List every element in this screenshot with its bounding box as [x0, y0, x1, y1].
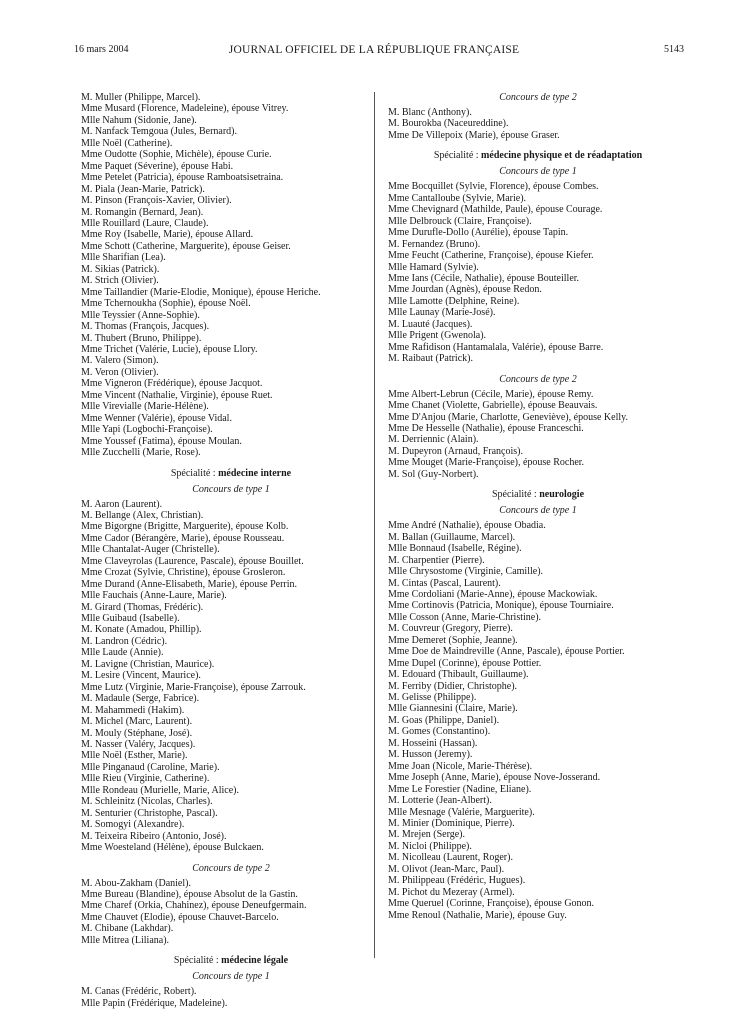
list-item: M. Olivot (Jean-Marc, Paul). [388, 863, 505, 875]
list-item: M. Minier (Dominique, Pierre). [388, 818, 515, 830]
list-item: Mme Youssef (Fatima), épouse Moulan. [81, 435, 242, 447]
right-column [388, 92, 688, 921]
specialty-label: Spécialité : [173, 955, 222, 967]
list-item: Mme Mouget (Marie-Françoise), épouse Rocher. [388, 457, 585, 469]
list-item: Mme Claveyrolas (Laurence, Pascale), épouse Bouillet. [81, 555, 304, 567]
list-item: Mme Bigorgne (Brigitte, Marguerite), épouse Kolb. [81, 521, 289, 533]
list-item: Mme Cantalloube (Sylvie, Marie). [388, 192, 527, 204]
list-item: Mlle Delbrouck (Claire, Françoise). [388, 215, 532, 227]
list-item: Mme Chevignard (Mathilde, Paule), épouse Courage. [388, 204, 603, 216]
list-item: Mme Chauvet (Elodie), épouse Chauvet-Barcelo. [81, 911, 279, 923]
list-item: Mme Oudotte (Sophie, Michèle), épouse Curie. [81, 149, 272, 161]
competition-type-heading: Concours de type 1 [499, 505, 577, 517]
list-item: Mlle Lamotte (Delphine, Reine). [388, 295, 520, 307]
list-item: Mme André (Nathalie), épouse Obadia. [388, 520, 546, 532]
list-item: M. Lesire (Vincent, Maurice). [81, 670, 201, 682]
list-item: M. Gelisse (Philippe). [388, 692, 477, 704]
list-item: M. Nicolleau (Laurent, Roger). [388, 852, 513, 864]
header-date: 16 mars 2004 [74, 44, 129, 55]
list-item: Mme Musard (Florence, Madeleine), épouse Vitrey. [81, 103, 289, 115]
list-item: M. Strich (Olivier). [81, 275, 159, 287]
list-item: M. Ferriby (Didier, Christophe). [388, 680, 518, 692]
competition-type-heading: Concours de type 2 [499, 92, 577, 103]
list-item: Mlle Prigent (Gwenola). [388, 330, 487, 342]
journal-title: JOURNAL OFFICIEL DE LA RÉPUBLIQUE FRANÇAISE [228, 44, 520, 56]
list-item: Mme Crozat (Sylvie, Christine), épouse Grosleron. [81, 567, 286, 579]
list-item: Mlle Nahum (Sidonie, Jane). [81, 114, 197, 126]
specialty-heading [388, 150, 688, 162]
list-item: M. Teixeira Ribeiro (Antonio, José). [81, 830, 227, 842]
list-item: Mme Bocquillet (Sylvie, Florence), épouse Combes. [388, 181, 599, 193]
competition-type-heading: Concours de type 2 [499, 373, 577, 385]
list-item: M. Goas (Philippe, Daniel). [388, 714, 500, 726]
list-item: Mme Tchernoukha (Sophie), épouse Noël. [81, 298, 251, 310]
list-item: Mme Le Forestier (Nadine, Eliane). [388, 783, 532, 795]
list-item: Mlle Pinganaud (Caroline, Marie). [81, 761, 220, 773]
list-item: Mlle Mesnage (Valérie, Marguerite). [388, 806, 535, 818]
competition-type-heading: Concours de type 1 [192, 483, 270, 495]
list-item: M. Veron (Olivier). [81, 366, 159, 378]
list-item: Mme Durufle-Dollo (Aurélie), épouse Tapin. [388, 227, 569, 239]
list-item: Mlle Cosson (Anne, Marie-Christine). [388, 611, 542, 623]
list-item: M. Thubert (Bruno, Philippe). [81, 332, 202, 344]
list-item: Mme D'Anjou (Marie, Charlotte, Geneviève), épouse Kelly. [388, 411, 628, 423]
list-item: M. Fernandez (Bruno). [388, 238, 481, 250]
list-item: Mlle Guibaud (Isabelle). [81, 613, 180, 625]
list-item: Mme Joan (Nicole, Marie-Thérèse). [388, 760, 533, 772]
list-item: Mme Trichet (Valérie, Lucie), épouse Llory. [81, 343, 258, 355]
list-item: M. Landron (Cédric). [81, 635, 168, 647]
list-item: Mme Bureau (Blandine), épouse Absolut de la Gastin. [81, 889, 298, 900]
list-item: Mlle Noël (Esther, Marie). [81, 750, 188, 762]
specialty-name: médecine interne [218, 467, 292, 479]
list-item: M. Luauté (Jacques). [388, 318, 473, 330]
list-item: Mme Schott (Catherine, Marguerite), épouse Geiser. [81, 240, 291, 252]
list-item: Mme De Hesselle (Nathalie), épouse Franceschi. [388, 422, 584, 434]
competition-type-heading: Concours de type 1 [192, 971, 270, 983]
list-item: M. Mouly (Stéphane, José). [81, 727, 193, 739]
list-item: Mme Chanet (Violette, Gabrielle), épouse Beauvais. [388, 400, 598, 412]
list-item: Mme Rafidison (Hantamalala, Valérie), épouse Barre. [388, 341, 604, 353]
list-item: M. Husson (Jeremy). [388, 749, 473, 761]
list-item: Mme Jourdan (Agnès), épouse Redon. [388, 284, 542, 296]
list-item: Mlle Rouillard (Laure, Claude). [81, 217, 209, 229]
list-item: Mme Cordoliani (Marie-Anne), épouse Mackowiak. [388, 588, 598, 600]
list-item: Mlle Teyssier (Anne-Sophie). [81, 309, 200, 321]
list-item: Mlle Mitrea (Liliana). [81, 934, 170, 946]
list-item: Mlle Bonnaud (Isabelle, Régine). [388, 543, 522, 555]
list-item: Mme Vigneron (Frédérique), épouse Jacquot. [81, 378, 263, 390]
list-item: M. Philippeau (Frédéric, Hugues). [388, 875, 526, 887]
list-item: Mme Petelet (Patricia), épouse Ramboatsisetraina. [81, 172, 284, 184]
list-item: Mme Charef (Orkia, Chahinez), épouse Deneufgermain. [81, 900, 307, 912]
list-item: Mlle Sharifian (Lea). [81, 252, 166, 264]
list-item: M. Derriennic (Alain). [388, 434, 479, 446]
list-item: Mlle Chantalat-Auger (Christelle). [81, 544, 220, 556]
list-item: Mlle Chrysostome (Virginie, Camille). [388, 566, 544, 578]
list-item: M. Blanc (Anthony). [388, 107, 472, 118]
specialty-name: médecine légale [221, 955, 289, 967]
list-item: M. Sol (Guy-Norbert). [388, 468, 479, 480]
list-item: M. Cintas (Pascal, Laurent). [388, 577, 501, 589]
list-item: Mme De Villepoix (Marie), épouse Graser. [388, 129, 560, 141]
specialty-label: Spécialité : [491, 489, 540, 501]
list-item: Mme Roy (Isabelle, Marie), épouse Allard. [81, 229, 254, 241]
list-item: Mlle Launay (Marie-José). [388, 307, 496, 319]
list-item: Mme Paquet (Séverine), épouse Habi. [81, 160, 234, 172]
list-item: M. Lotterie (Jean-Albert). [388, 795, 492, 807]
competition-type-heading: Concours de type 1 [499, 166, 577, 178]
left-column [81, 92, 381, 1009]
list-item: M. Senturier (Christophe, Pascal). [81, 807, 218, 819]
page-number: 5143 [664, 44, 684, 55]
specialty-heading [81, 955, 381, 967]
list-item: Mme Woesteland (Hélène), épouse Bulckaen. [81, 842, 264, 854]
list-item: Mme Feucht (Catherine, Françoise), épouse Kiefer. [388, 250, 594, 262]
list-item: M. Raibaut (Patrick). [388, 353, 473, 365]
list-item: M. Mrejen (Serge). [388, 829, 466, 841]
column-divider [374, 92, 375, 958]
list-item: M. Konate (Amadou, Phillip). [81, 624, 202, 636]
list-item: Mme Demeret (Sophie, Jeanne). [388, 634, 518, 646]
list-item: Mme Joseph (Anne, Marie), épouse Nove-Josserand. [388, 772, 601, 784]
list-item: M. Abou-Zakham (Daniel). [81, 877, 191, 889]
list-item: M. Piala (Jean-Marie, Patrick). [81, 183, 205, 195]
list-item: M. Bellange (Alex, Christian). [81, 509, 204, 521]
list-item: Mme Dupel (Corinne), épouse Pottier. [388, 657, 542, 669]
list-item: Mme Queruel (Corinne, Françoise), épouse Gonon. [388, 898, 595, 910]
list-item: Mlle Zucchelli (Marie, Rose). [81, 447, 201, 459]
list-item: M. Romangin (Bernard, Jean). [81, 206, 204, 218]
specialty-name: neurologie [539, 489, 585, 501]
list-item: Mme Taillandier (Marie-Elodie, Monique), épouse Heriche. [81, 286, 321, 298]
specialty-label: Spécialité : [170, 467, 219, 479]
competition-type-heading: Concours de type 2 [192, 862, 270, 874]
list-item: M. Aaron (Laurent). [81, 498, 163, 510]
list-item: Mlle Giannesini (Claire, Marie). [388, 703, 518, 715]
list-item: M. Somogyi (Alexandre). [81, 819, 185, 831]
list-item: Mlle Fauchais (Anne-Laure, Marie). [81, 590, 227, 602]
list-item: M. Ballan (Guillaume, Marcel). [388, 531, 516, 543]
list-item: Mlle Rieu (Virginie, Catherine). [81, 773, 210, 785]
specialty-name: médecine physique et de réadaptation [481, 150, 643, 162]
list-item: M. Pichot du Mezeray (Armel). [388, 886, 515, 898]
list-item: M. Muller (Philippe, Marcel). [81, 92, 201, 103]
list-item: M. Girard (Thomas, Frédéric). [81, 601, 204, 613]
list-item: M. Bourokba (Naceureddine). [388, 118, 509, 130]
list-item: M. Madaule (Serge, Fabrice). [81, 693, 200, 705]
list-item: Mlle Yapi (Logbochi-Françoise). [81, 424, 213, 436]
list-item: M. Couvreur (Gregory, Pierre). [388, 623, 513, 635]
list-item: M. Dupeyron (Arnaud, François). [388, 445, 523, 457]
list-item: Mme Cortinovis (Patricia, Monique), épouse Tourniaire. [388, 600, 614, 612]
list-item: M. Chibane (Lakhdar). [81, 923, 174, 935]
list-item: M. Nicloi (Philippe). [388, 840, 472, 852]
list-item: M. Hosseini (Hassan). [388, 737, 478, 749]
list-item: M. Valero (Simon). [81, 355, 159, 367]
specialty-label: Spécialité : [433, 150, 482, 162]
list-item: Mme Ians (Cécile, Nathalie), épouse Bouteiller. [388, 272, 580, 284]
specialty-heading [388, 489, 688, 501]
list-item: M. Pinson (François-Xavier, Olivier). [81, 195, 232, 207]
specialty-heading [81, 468, 381, 480]
list-item: M. Sikias (Patrick). [81, 263, 160, 275]
list-item: Mme Vincent (Nathalie, Virginie), épouse Ruet. [81, 389, 273, 401]
list-item: M. Mahammedi (Hakim). [81, 704, 185, 716]
list-item: Mme Doe de Maindreville (Anne, Pascale), épouse Portier. [388, 646, 625, 658]
list-item: Mme Cador (Bérangère, Marie), épouse Rousseau. [81, 532, 285, 544]
list-item: Mlle Hamard (Sylvie). [388, 261, 479, 273]
list-item: Mme Lutz (Virginie, Marie-Françoise), épouse Zarrouk. [81, 681, 306, 693]
list-item: M. Canas (Frédéric, Robert). [81, 986, 197, 998]
list-item: Mlle Virevialle (Marie-Hélène). [81, 401, 209, 413]
list-item: M. Edouard (Thibault, Guillaume). [388, 669, 529, 681]
list-item: Mlle Rondeau (Murielle, Marie, Alice). [81, 784, 240, 796]
list-item: Mme Albert-Lebrun (Cécile, Marie), épouse Remy. [388, 388, 594, 400]
list-item: Mlle Laude (Annie). [81, 647, 164, 659]
list-item: M. Charpentier (Pierre). [388, 554, 485, 566]
list-item: M. Nanfack Temgoua (Jules, Bernard). [81, 126, 238, 138]
list-item: M. Nasser (Valéry, Jacques). [81, 739, 196, 751]
list-item: Mlle Noël (Catherine). [81, 137, 173, 149]
list-item: M. Gomes (Constantino). [388, 726, 491, 738]
list-item: M. Michel (Marc, Laurent). [81, 716, 193, 728]
list-item: M. Lavigne (Christian, Maurice). [81, 658, 215, 670]
list-item: M. Schleinitz (Nicolas, Charles). [81, 796, 213, 808]
list-item: Mlle Papin (Frédérique, Madeleine). [81, 997, 228, 1009]
list-item: M. Thomas (François, Jacques). [81, 321, 210, 333]
list-item: Mme Renoul (Nathalie, Marie), épouse Guy. [388, 909, 567, 921]
list-item: Mme Wenner (Valérie), épouse Vidal. [81, 412, 232, 424]
list-item: Mme Durand (Anne-Elisabeth, Marie), épouse Perrin. [81, 578, 298, 590]
